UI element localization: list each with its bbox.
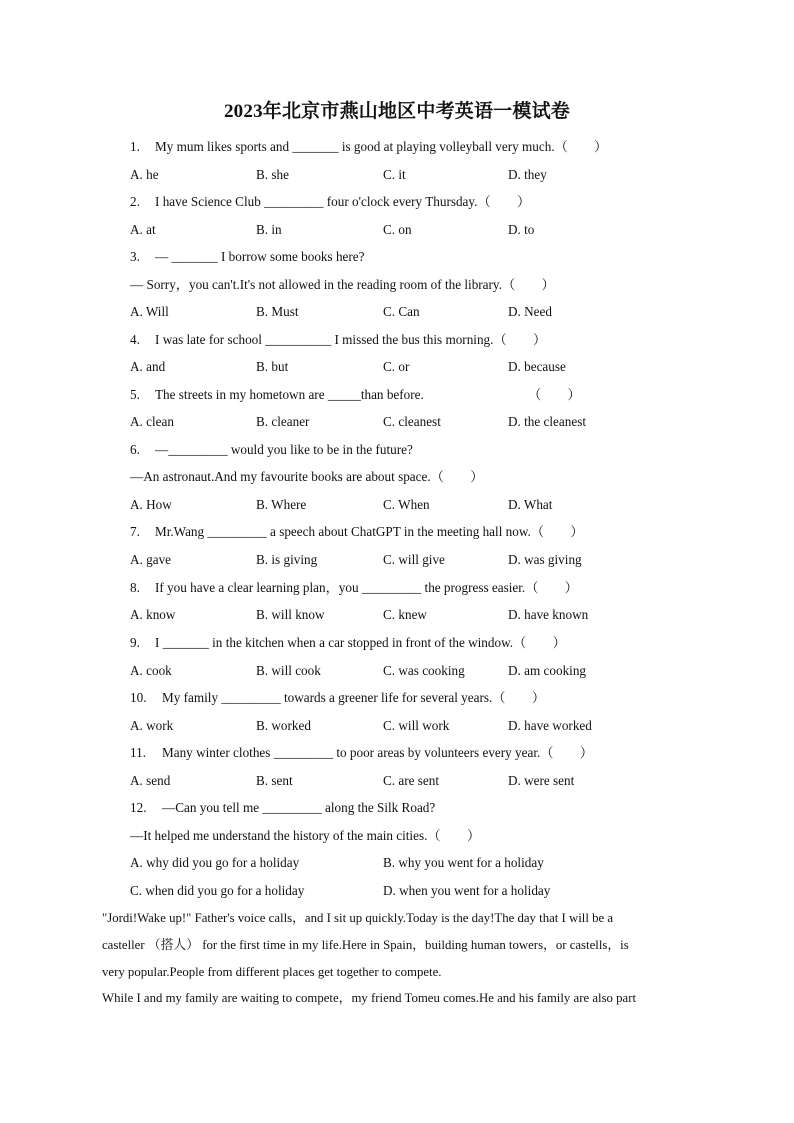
option-a: A. clean: [130, 414, 174, 429]
option-d: D. were sent: [508, 773, 575, 788]
option-b: B. why you went for a holiday: [383, 855, 544, 870]
option-d: D. because: [508, 359, 566, 374]
question-9: [130, 634, 566, 652]
option-c: C. on: [383, 222, 412, 237]
question-number: 7.: [130, 524, 140, 539]
question-number: 10.: [130, 690, 147, 705]
question-stem-reply: —An astronaut.And my favourite books are about space.（ ）: [130, 469, 484, 484]
option-d: D. the cleanest: [508, 414, 586, 429]
option-d: D. they: [508, 167, 547, 182]
option-c: C. or: [383, 359, 410, 374]
option-d: D. when you went for a holiday: [383, 883, 551, 898]
option-a: A. gave: [130, 552, 172, 567]
page-title: 2023年北京市燕山地区中考英语一模试卷: [223, 101, 570, 122]
question-stem-reply: — Sorry，you can't.It's not allowed in the reading room of the library.（ ）: [130, 277, 555, 292]
option-b: B. sent: [256, 773, 293, 788]
question-stem: —_________ would you like to be in the future?: [155, 442, 413, 457]
option-c: C. when did you go for a holiday: [130, 883, 305, 898]
question-number: 9.: [130, 635, 140, 650]
option-b: B. Must: [256, 304, 299, 319]
question-number: 12.: [130, 800, 147, 815]
question-3: [130, 248, 365, 266]
option-a: A. send: [130, 773, 171, 788]
option-d: D. am cooking: [508, 663, 587, 678]
option-d: D. What: [508, 497, 553, 512]
question-stem: Many winter clothes _________ to poor areas by volunteers every year.（ ）: [162, 745, 594, 760]
question-number: 4.: [130, 332, 140, 347]
question-11: [130, 744, 593, 762]
question-1: [130, 138, 607, 156]
question-5: [130, 386, 424, 404]
option-b: B. but: [256, 359, 289, 374]
question-8: [130, 579, 578, 597]
question-stem-reply: —It helped me understand the history of the main cities.（ ）: [130, 828, 481, 843]
question-stem: My family _________ towards a greener life for several years.（ ）: [162, 690, 546, 705]
question-number: 2.: [130, 194, 140, 209]
option-d: D. have known: [508, 607, 589, 622]
option-d: D. Need: [508, 304, 552, 319]
question-7: [130, 523, 584, 541]
passage-line: "Jordi!Wake up!" Father's voice calls，and I sit up quickly.Today is the day!The day that I will be a: [102, 911, 614, 925]
question-stem: — _______ I borrow some books here?: [155, 249, 365, 264]
question-stem: My mum likes sports and _______ is good at playing volleyball very much.（ ）: [155, 139, 608, 154]
option-c: C. will give: [383, 552, 445, 567]
option-a: A. work: [130, 718, 174, 733]
question-number: 1.: [130, 139, 140, 154]
passage-line: casteller （搭人） for the first time in my life.Here in Spain，building human towers，or castells，is: [102, 938, 629, 952]
question-number: 3.: [130, 249, 140, 264]
question-number: 8.: [130, 580, 140, 595]
option-a: A. know: [130, 607, 176, 622]
option-a: A. why did you go for a holiday: [130, 855, 300, 870]
option-c: C. knew: [383, 607, 427, 622]
question-stem: —Can you tell me _________ along the Silk Road?: [162, 800, 436, 815]
option-c: C. Can: [383, 304, 420, 319]
question-number: 11.: [130, 745, 146, 760]
question-10: [130, 689, 545, 707]
option-b: B. in: [256, 222, 282, 237]
question-stem: Mr.Wang _________ a speech about ChatGPT in the meeting hall now.（ ）: [155, 524, 584, 539]
option-a: A. and: [130, 359, 166, 374]
option-b: B. she: [256, 167, 289, 182]
option-a: A. How: [130, 497, 172, 512]
passage-line: very popular.People from different places get together to compete.: [102, 965, 442, 979]
option-c: C. will work: [383, 718, 450, 733]
question-stem: The streets in my hometown are _____than before.: [155, 387, 424, 402]
question-stem: I _______ in the kitchen when a car stopped in front of the window.（ ）: [155, 635, 566, 650]
option-c: C. was cooking: [383, 663, 465, 678]
option-c: C. are sent: [383, 773, 440, 788]
passage-line: While I and my family are waiting to compete，my friend Tomeu comes.He and his family are also part: [102, 991, 637, 1005]
option-a: A. at: [130, 222, 156, 237]
option-a: A. cook: [130, 663, 172, 678]
question-2: [130, 193, 530, 211]
question-stem: I have Science Club _________ four o'clock every Thursday.（ ）: [155, 194, 531, 209]
option-b: B. cleaner: [256, 414, 310, 429]
option-d: D. was giving: [508, 552, 582, 567]
question-12: [130, 799, 435, 817]
answer-bracket: （ ）: [528, 387, 581, 402]
option-b: B. Where: [256, 497, 307, 512]
option-b: B. will cook: [256, 663, 321, 678]
question-6: [130, 441, 413, 459]
option-b: B. will know: [256, 607, 325, 622]
option-d: D. to: [508, 222, 535, 237]
question-stem: I was late for school __________ I missed the bus this morning.（ ）: [155, 332, 547, 347]
option-c: C. cleanest: [383, 414, 441, 429]
question-stem: If you have a clear learning plan，you _________ the progress easier.（ ）: [155, 580, 578, 595]
option-a: A. he: [130, 167, 159, 182]
option-a: A. Will: [130, 304, 169, 319]
option-c: C. When: [383, 497, 430, 512]
option-d: D. have worked: [508, 718, 592, 733]
option-b: B. is giving: [256, 552, 318, 567]
question-number: 5.: [130, 387, 140, 402]
question-number: 6.: [130, 442, 140, 457]
option-b: B. worked: [256, 718, 311, 733]
question-4: [130, 331, 546, 349]
option-c: C. it: [383, 167, 406, 182]
